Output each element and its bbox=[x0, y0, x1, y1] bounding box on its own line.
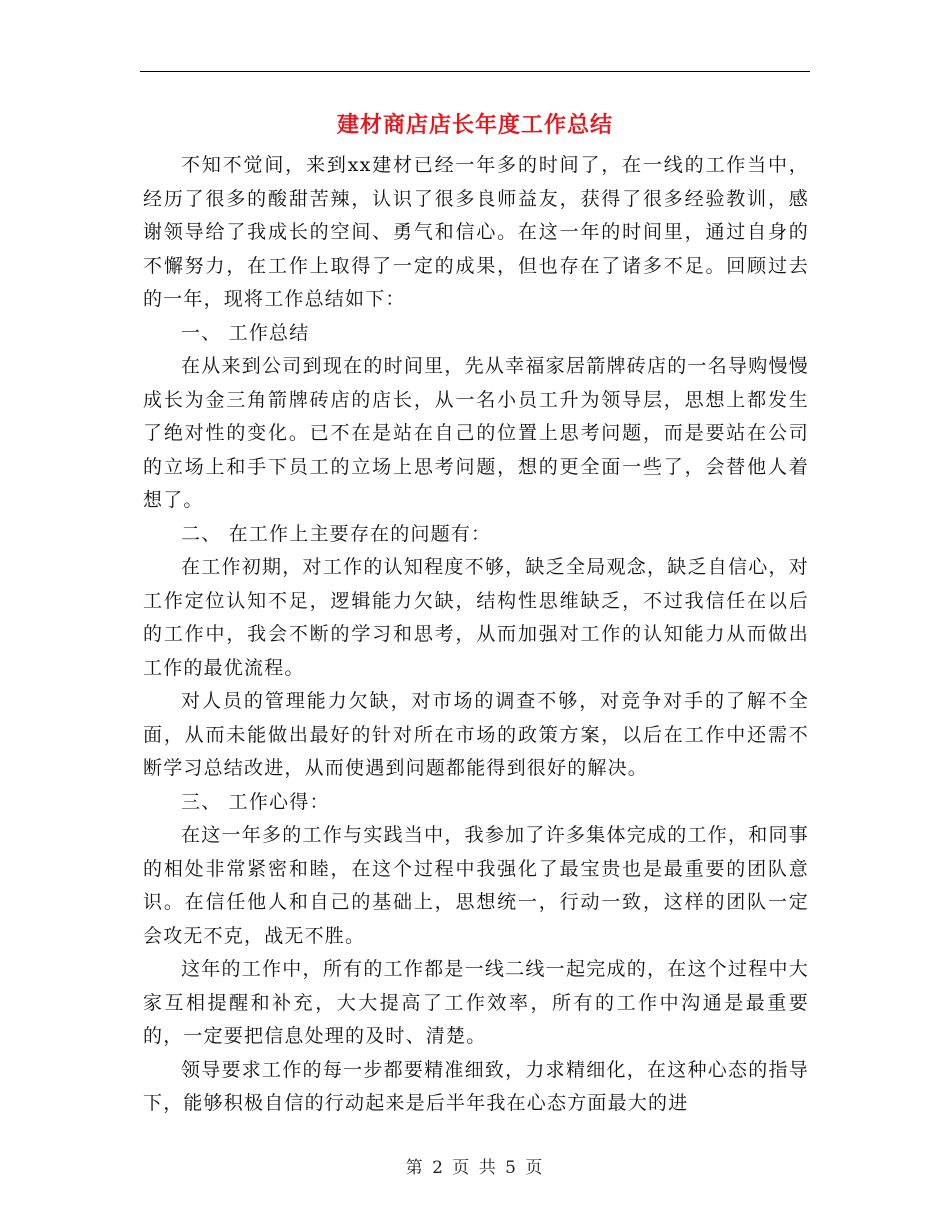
header-rule bbox=[140, 71, 810, 72]
paragraph-problems-2: 对人员的管理能力欠缺，对市场的调查不够，对竞争对手的了解不全面，从而未能做出最好的针对所在市场的政策方案，以后在工作中还需不断学习总结改进，从而使遇到问题都能得到很好的解决。 bbox=[143, 690, 809, 779]
paragraph-intro: 不知不觉间，来到xx建材已经一年多的时间了，在一线的工作当中，经历了很多的酸甜苦辣，认识了很多良师益友，获得了很多经验教训，感谢领导给了我成长的空间、勇气和信心。在这一年的时间里，通过自身的不懈努力，在工作上取得了一定的成果，但也存在了诸多不足。回顾过去的一年，现将工作总结如下： bbox=[143, 154, 809, 310]
section-heading-3: 三、 工作心得： bbox=[181, 790, 330, 813]
section-heading-2: 二、 在工作上主要存在的问题有： bbox=[181, 522, 492, 545]
paragraph-insights-3: 领导要求工作的每一步都要精准细致，力求精细化，在这种心态的指导下，能够积极自信的行动起来是后半年我在心态方面最大的进 bbox=[143, 1058, 809, 1114]
paragraph-problems-1: 在工作初期，对工作的认知程度不够，缺乏全局观念，缺乏自信心，对工作定位认知不足，逻辑能力欠缺，结构性思维缺乏，不过我信任在以后的工作中，我会不断的学习和思考，从而加强对工作的认知能力从而做出工作的最优流程。 bbox=[143, 556, 809, 679]
paragraph-work-summary: 在从来到公司到现在的时间里，先从幸福家居箭牌砖店的一名导购慢慢成长为金三角箭牌砖店的店长，从一名小员工升为领导层，思想上都发生了绝对性的变化。已不在是站在自己的位置上思考问题，而是要站在公司的立场上和手下员工的立场上思考问题，想的更全面一些了，会替他人着想了。 bbox=[143, 355, 809, 511]
document-title: 建材商店店长年度工作总结 bbox=[336, 112, 613, 138]
paragraph-insights-2: 这年的工作中，所有的工作都是一线二线一起完成的，在这个过程中大家互相提醒和补充，大大提高了工作效率，所有的工作中沟通是最重要的，一定要把信息处理的及时、清楚。 bbox=[143, 958, 809, 1047]
page-number: 第 2 页 共 5 页 bbox=[405, 1158, 545, 1178]
paragraph-insights-1: 在这一年多的工作与实践当中，我参加了许多集体完成的工作，和同事的相处非常紧密和睦，在这个过程中我强化了最宝贵也是最重要的团队意识。在信任他人和自己的基础上，思想统一，行动一致，这样的团队一定会攻无不克，战无不胜。 bbox=[143, 824, 809, 947]
document-body bbox=[143, 149, 809, 1121]
section-heading-1: 一、 工作总结 bbox=[181, 321, 310, 344]
